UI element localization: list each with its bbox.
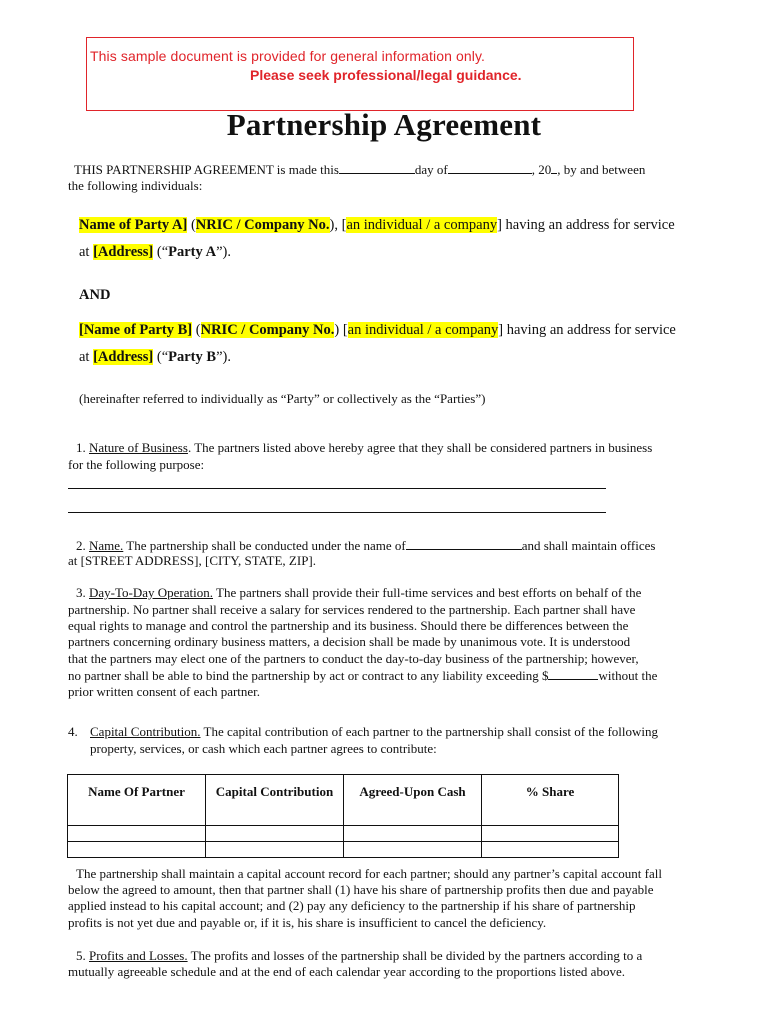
- section-5-number: 5.: [76, 948, 86, 963]
- section-5-text: The profits and losses of the partnership shall be divided by the partners according to a: [187, 948, 643, 963]
- section-5-heading: Profits and Losses.: [89, 948, 188, 963]
- section-2-line-2: at [STREET ADDRESS], [CITY, STATE, ZIP].: [68, 553, 317, 568]
- capital-account-line-1: [68, 866, 662, 883]
- section-1-text: . The partners listed above hereby agree that they shall be considered partners in business: [187, 440, 653, 455]
- party-a-address: [Address]: [93, 244, 154, 260]
- intro-line-1: [68, 161, 645, 179]
- partnership-name-blank[interactable]: [406, 537, 522, 550]
- intro-after: , by and between: [557, 162, 646, 177]
- column-header: Name Of Partner: [68, 775, 206, 826]
- section-4-text: The capital contribution of each partner to the partnership shall consist of the following: [200, 724, 659, 739]
- party-a-line-2: [79, 243, 231, 261]
- section-4-body: [90, 724, 658, 741]
- disclaimer-line-2: Please seek professional/legal guidance.: [250, 67, 522, 83]
- party-a-name: Name of Party A]: [79, 217, 188, 233]
- table-cell[interactable]: [482, 826, 619, 842]
- party-b-label-open: (“: [153, 349, 169, 365]
- party-b-label-close: ”).: [216, 349, 231, 365]
- table-cell[interactable]: [344, 842, 482, 858]
- party-a-label-open: (“: [153, 244, 169, 260]
- section-3-line-2: partnership. No partner shall receive a salary for services rendered to the partnership. Each partner shall have: [68, 602, 636, 617]
- section-4-line-2: property, services, or cash which each partner agrees to contribute:: [90, 741, 437, 756]
- table-cell[interactable]: [68, 826, 206, 842]
- party-a-label-close: ”).: [216, 244, 231, 260]
- table-cell[interactable]: [482, 842, 619, 858]
- capital-account-line-2: below the agreed to amount, then that partner shall (1) have his share of partnership profits then due and payable: [68, 882, 654, 897]
- party-b-after-type: having an address for service: [503, 322, 676, 338]
- section-2-number: 2.: [76, 538, 86, 553]
- column-header: Agreed-Upon Cash: [344, 775, 482, 826]
- intro-year-prefix: , 20: [531, 162, 552, 177]
- section-4-number: 4.: [68, 724, 78, 739]
- party-b-type: an individual / a company: [347, 322, 499, 338]
- party-a-after-type: having an address for service: [501, 217, 675, 233]
- party-a-line-1: Name of Party A] (NRIC / Company No.), [an individual / a company] having an address for service: [79, 217, 675, 233]
- section-3-line-5: that the partners may elect one of the partners to conduct the day-to-day business of the partnership; however,: [68, 651, 639, 666]
- capital-account-line-4: profits is not yet due and payable or, if it is, his share is insufficient to cancel the deficiency.: [68, 915, 547, 930]
- table-row: [68, 842, 619, 858]
- section-3-heading: Day-To-Day Operation.: [89, 585, 213, 600]
- purpose-blank-line-2[interactable]: [68, 512, 606, 513]
- section-4-heading: Capital Contribution.: [90, 724, 201, 739]
- section-3-line-3: equal rights to manage and control the partnership and its business. Should there be differences between the: [68, 618, 629, 633]
- party-b-id-suffix: ): [334, 322, 340, 338]
- section-1-heading: Nature of Business: [89, 440, 188, 455]
- party-a-id: NRIC / Company No.: [195, 217, 330, 233]
- party-b-line-2: [79, 348, 231, 366]
- intro-line-2: the following individuals:: [68, 178, 203, 193]
- section-3-number: 3.: [76, 585, 86, 600]
- intro-text: THIS PARTNERSHIP AGREEMENT is made this: [74, 162, 339, 177]
- intro-day-of: day of: [414, 162, 448, 177]
- capital-contribution-table: [67, 774, 619, 858]
- section-4-line-1: [68, 724, 659, 741]
- party-a-type: an individual / a company: [346, 217, 498, 233]
- hereinafter-note: (hereinafter referred to individually as “Party” or collectively as the “Parties”): [79, 391, 486, 406]
- table-header-row: [68, 775, 619, 826]
- month-blank[interactable]: [448, 161, 532, 174]
- section-2-text-2: and shall maintain offices: [521, 538, 656, 553]
- section-3-text-6a: no partner shall be able to bind the partnership by act or contract to any liability exceeding $: [68, 668, 549, 683]
- section-3-line-1: [68, 585, 641, 602]
- column-header: Capital Contribution: [206, 775, 344, 826]
- purpose-blank-line-1[interactable]: [68, 488, 606, 489]
- table-cell[interactable]: [68, 842, 206, 858]
- liability-amount-blank[interactable]: [548, 667, 598, 680]
- party-a-id-suffix: ),: [329, 217, 338, 233]
- party-b-at: at: [79, 349, 90, 365]
- section-5-line-2: mutually agreeable schedule and at the end of each calendar year according to the proportions listed above.: [68, 964, 625, 979]
- party-b-id: NRIC / Company No.: [200, 322, 335, 338]
- document-title: Partnership Agreement: [226, 107, 542, 142]
- party-b-address: [Address]: [93, 349, 154, 365]
- capital-account-line-3: applied instead to his capital account; and (2) pay any deficiency to the partnership if his share of partnership: [68, 898, 636, 913]
- day-blank[interactable]: [339, 161, 415, 174]
- disclaimer-line-1: This sample document is provided for general information only.: [90, 48, 486, 64]
- section-2-line-1: [68, 537, 655, 555]
- party-a-label: Party A: [168, 244, 217, 260]
- section-1-line-2: for the following purpose:: [68, 457, 205, 472]
- section-3-line-6: [68, 667, 657, 685]
- section-3-text: The partners shall provide their full-time services and best efforts on behalf of the: [213, 585, 642, 600]
- section-1-number: 1.: [76, 440, 86, 455]
- party-b-name: [Name of Party B]: [79, 322, 193, 338]
- table-cell[interactable]: [206, 842, 344, 858]
- table-cell[interactable]: [206, 826, 344, 842]
- party-a-at: at: [79, 244, 90, 260]
- section-3-line-4: partners concerning ordinary business matters, a decision shall be made by unanimous vote. It is understood: [68, 634, 631, 649]
- party-b-label: Party B: [168, 349, 217, 365]
- capital-account-text-1: The partnership shall maintain a capital account record for each partner; should any partner’s capital account fall: [76, 866, 662, 881]
- section-5-line-1: [68, 948, 642, 965]
- and-label: AND: [79, 287, 111, 303]
- column-header: % Share: [482, 775, 619, 826]
- table-cell[interactable]: [344, 826, 482, 842]
- section-1-line-1: [68, 440, 652, 457]
- section-3-text-6b: without the: [598, 668, 658, 683]
- section-3-line-7: prior written consent of each partner.: [68, 684, 261, 699]
- party-b-line-1: [Name of Party B] (NRIC / Company No.) [an individual / a company] having an address for service: [79, 322, 676, 338]
- section-2-heading: Name.: [89, 538, 124, 553]
- section-2-text: The partnership shall be conducted under the name of: [123, 538, 406, 553]
- table-row: [68, 826, 619, 842]
